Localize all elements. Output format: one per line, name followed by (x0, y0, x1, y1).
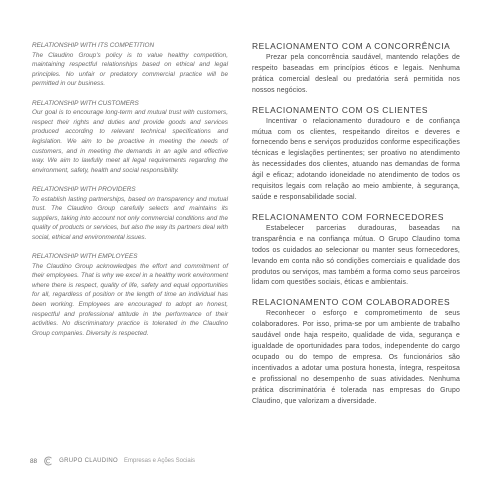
section-heading: RELACIONAMENTO COM A CONCORRÊNCIA (252, 41, 451, 51)
section-title: RELATIONSHIP WITH PROVIDERS (32, 185, 136, 193)
section-title: RELATIONSHIP WITH ITS COMPETITION (32, 42, 155, 49)
portuguese-column (252, 41, 460, 415)
section-employees-en (32, 252, 228, 338)
section-providers-en (32, 185, 228, 243)
section-title: RELATIONSHIP WITH CUSTOMERS (32, 99, 139, 107)
section-body: The Claudino Group acknowledges the effort and commitment of their employees. That is why we excel in a healthy work environment where there is respect, quality of life, safety and equal opportunities for all, regardless of position or the length of time an individual has been working. Employees are encouraged to adopt an honest, respectful and professional attitude in the performance of their activities. No discriminatory practice is tolerated in the Claudino Group companies. Diversity is respected. (32, 262, 228, 337)
section-colaboradores-pt (252, 297, 460, 407)
section-body: Reconhecer o esforço e comprometimento de seus colaboradores. Por isso, prima-se por um ambiente de trabalho saudável onde haja respeito, qualidade de vida, segurança e igualdade de oportunidades para todos, independente do cargo ocupado ou do tempo de empresa. Os funcionários são incentivados a adotar uma postura honesta, íntegra, respeitosa e profissional no desempenho de suas atividades. Nenhuma prática discriminatória é tolerada nas empresas do Grupo Claudino, que valorizam a diversidade. (252, 310, 460, 405)
brand-name: GRUPO CLAUDINO (59, 458, 118, 464)
section-body: Incentivar o relacionamento duradouro e de confiança mútua com os clientes, respeitando direitos e deveres e fornecendo bens e serviços produzidos conforme especificações técnicas e legislações pertinentes; ser proativo no atendimento às necessidades dos clientes, atuando nas demandas de forma ágil e eficaz; adotando idoneidade no atendimento de todos os requisitos legais com relação ao meio ambiente, à segurança, saúde e responsabilidade social. (252, 117, 460, 201)
brand-subtitle: Empresas e Ações Sociais (123, 458, 196, 464)
section-fornecedores-pt (252, 212, 460, 289)
section-clientes-pt (252, 105, 460, 204)
section-body: To establish lasting partnerships, based on transparency and mutual trust. The Claudino Group carefully selects and maintains its suppliers, taking into account not only commercial conditions and the quality of products or services, but also the way its partners deal with social, ethical and environmental issues. (32, 195, 228, 241)
section-body: The Claudino Group's policy is to value healthy competition, maintaining respectful relationships based on ethical and legal principles. No unfair or predatory commercial practice will be permitted in our business. (32, 51, 228, 88)
brand-logo-icon (43, 456, 53, 466)
english-column (32, 41, 228, 348)
page-footer (30, 456, 195, 466)
section-heading: RELACIONAMENTO COM COLABORADORES (252, 297, 451, 308)
section-heading: RELACIONAMENTO COM OS CLIENTES (252, 104, 429, 115)
section-concorrencia-pt (252, 41, 460, 97)
page-number: 88 (30, 457, 38, 465)
section-body: Estabelecer parcerias duradouras, baseadas na transparência e na confiança mútua. O Grupo Claudino toma todos os cuidados ao selecionar ou manter seus fornecedores, levando em conta não só condições comerciais e qualidade dos produtos ou serviços, mas também a forma como seus parceiros lidam com questões sociais, éticas e ambientais. (252, 224, 460, 287)
section-body: Our goal is to encourage long-term and mutual trust with customers, respect their rights and duties and provide goods and services produced according to relevant technical specifications and legislation. We aim to be proactive in meeting the needs of customers, and in meeting the demands in an agile and effective way. We aim to lawfully meet all legal requirements regarding the environment, safety, health and social responsibility. (32, 109, 228, 174)
section-body: Prezar pela concorrência saudável, mantendo relações de respeito baseadas em princípios éticos e legais. Nenhuma prática comercial desleal ou predatória será permitida nos nossos negócios. (252, 54, 460, 94)
section-competition-en (32, 41, 228, 89)
section-title: RELATIONSHIP WITH EMPLOYEES (32, 253, 138, 261)
section-customers-en (32, 99, 228, 176)
section-heading: RELACIONAMENTO COM FORNECEDORES (252, 211, 445, 222)
